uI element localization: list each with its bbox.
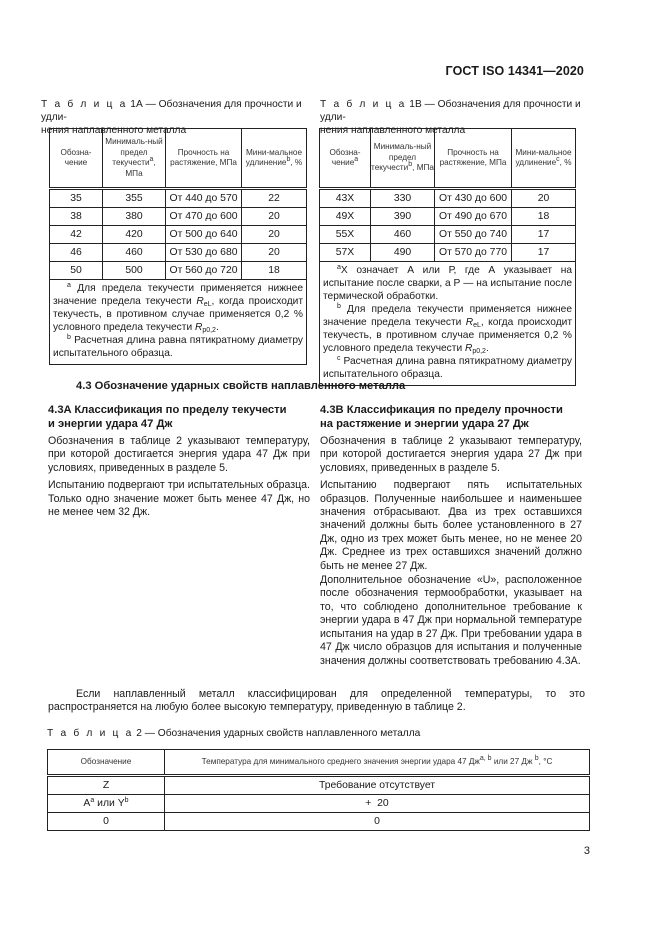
table-row: 55X 460 От 550 до 740 17 <box>320 226 576 244</box>
footnote-b: $^b$ Расчетная длина равна пятикратному диаметру испытательного образца. <box>53 334 303 359</box>
section-4-3b <box>320 403 582 668</box>
table-row: 46 460 От 530 до 680 20 <box>50 244 307 262</box>
table-1a-notes <box>50 280 307 365</box>
table-row: 50 500 От 560 до 720 18 <box>50 262 307 280</box>
footnote-a: $^a$ Для предела текучести применяется нижнее значение предела текучести $R_{eL}$, когда происходит текучесть, в противном случае применяется 0,2 % условного предела текучести $R_{p0,2}$. <box>53 282 304 334</box>
table-1b-caption: Т а б л и ц а 1В — Обозначения для прочности и удли- нения наплавленного металла <box>320 99 581 136</box>
table-row: 38 380 От 470 до 600 20 <box>50 208 307 226</box>
header-designation: Обозна-чение$^a$ <box>320 129 371 189</box>
table-row: 35 355 От 440 до 570 22 <box>50 189 307 208</box>
section-4-3a <box>48 403 310 519</box>
table-row: 57X 490 От 570 до 770 17 <box>320 244 576 262</box>
section-4-3b-title: 4.3B Классификация по пределу прочности на растяжение и энергии удара 27 Дж <box>320 404 563 430</box>
table-2-caption: Т а б л и ц а 2 — Обозначения ударных свойств наплавленного металла <box>47 728 421 739</box>
header-elongation: Мини-мальное удлинение$^b$, % <box>242 129 307 189</box>
header-tensile-strength: Прочность на растяжение, МПа <box>435 129 512 189</box>
header-designation: Обозна- чение <box>50 129 103 189</box>
table-row: Z Требование отсутствует <box>48 776 590 795</box>
section-4-3a-paragraph-1: Обозначения в таблице 2 указывают температуру, при которой достигается энергия удара 47 Дж при условиях, приведенных в разделе 5. <box>48 435 310 474</box>
table-label: Т а б л и ц а <box>320 99 407 110</box>
table-row: 49X 390 От 490 до 670 18 <box>320 208 576 226</box>
section-4-3a-paragraph-2: Испытанию подвергают три испытательных образца. Только одно значение может быть менее 47 Дж, но не менее чем 32 Дж. <box>48 479 310 519</box>
table-row: $A^a$ или $Y^b$ + 20 <box>48 795 590 813</box>
table-1a-caption: Т а б л и ц а 1А — Обозначения для прочности и удли- нения наплавленного металла <box>41 99 302 136</box>
section-4-3b-paragraph-2: Испытанию подвергают пять испытательных образцов. Полученные наибольшее и наименьшее значения отбрасывают. Два из трех оставшихся значений должны быть более установленного в 27 Дж, одно из трех может быть менее, но не менее 20 Дж. Среднее из трех оставшихся значений должно быть не менее 27 Дж. <box>320 479 582 572</box>
footnote-b: $^b$ Для предела текучести применяется нижнее значение предела текучести $R_{eL}$, когда происходит текучесть, в противном случае применяется 0,2 % условного предела текучести $R_{p0,2}$. <box>323 303 572 355</box>
header-temperature: Температура для минимального среднего значения энергии удара 47 Дж$^{a, b}$ или 27 Дж $^b$, °C <box>165 750 590 776</box>
header-yield-strength: Минималь-ный предел текучести$^a$, МПа <box>103 129 166 189</box>
header-tensile-strength: Прочность на растяжение, МПа <box>166 129 242 189</box>
footnote-a: $^a$X означает А или Р, где А указывает на испытание после сварки, а Р — на испытание после термической обработки. <box>323 264 572 302</box>
header-elongation: Мини-мальное удлинение$^c$, % <box>512 129 576 189</box>
table-2 <box>47 749 590 831</box>
table-row: 0 0 <box>48 813 590 831</box>
footnote-c: $^c$ Расчетная длина равна пятикратному диаметру испытательного образца. <box>323 355 572 380</box>
table-label: Т а б л и ц а <box>41 99 128 110</box>
section-4-3a-title: 4.3A Классификация по пределу текучести и энергии удара 47 Дж <box>48 404 287 430</box>
table-row: 43X 330 От 430 до 600 20 <box>320 189 576 208</box>
header-yield-strength: Минималь-ный предел текучести$^b$, МПа <box>371 129 435 189</box>
document-id: ГОСТ ISO 14341—2020 <box>445 64 584 78</box>
header-designation: Обозначение <box>48 750 165 776</box>
section-4-3b-paragraph-1: Обозначения в таблице 2 указывают температуру, при которой достигается энергия удара 27 Дж при условиях, приведенных в разделе 5. <box>320 435 582 474</box>
table-label: Т а б л и ц а <box>47 728 134 739</box>
section-4-3b-paragraph-3: Дополнительное обозначение «U», расположенное после обозначения термообработки, указывает на то, что соблюдено дополнительное требование к энергии удара в 47 Дж при нормальной температуре испытания на удар в 27 Дж. При требовании удара в 47 Дж число образцов для испытания и полученные значения должны соответствовать требованию 4.3A. <box>320 574 582 667</box>
table-1b-notes <box>320 262 576 386</box>
table-1a <box>49 128 307 365</box>
page-number: 3 <box>583 845 590 857</box>
temperature-paragraph: Если наплавленный металл классифицирован для определенной температуры, то это распространяется на любую более высокую температуру, приведенную в таблице 2. <box>48 688 585 714</box>
table-row: 42 420 От 500 до 640 20 <box>50 226 307 244</box>
table-1b <box>319 128 576 386</box>
section-4-3-title: 4.3 Обозначение ударных свойств наплавленного металла <box>76 380 406 392</box>
